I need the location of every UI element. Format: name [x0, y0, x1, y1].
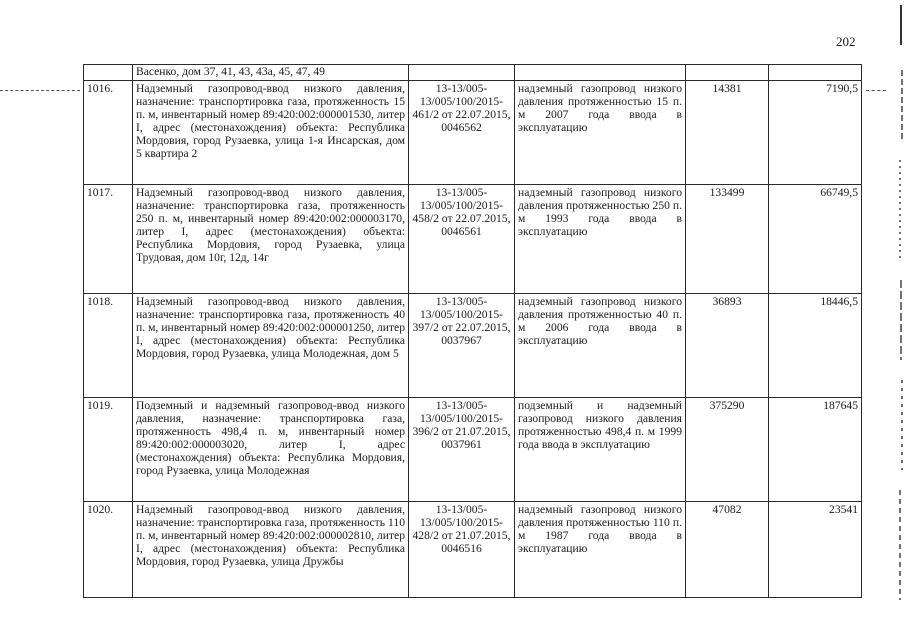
table-row [84, 502, 862, 598]
scan-edge-marks [890, 0, 905, 640]
object-description: Надземный газопровод-ввод низкого давления, назначение: транспортировка газа, протяженность 40 п. м, инвентарный номер 89:420:002:000001250, литер I, адрес (местонахождения) объекта: Республика Мордовия, город Рузаевка, улица Молодежная, дом 5 [133, 294, 409, 398]
value-cell-2 [769, 65, 862, 81]
row-number: 1016. [84, 81, 133, 185]
table-row [84, 398, 862, 502]
registration-cell [409, 65, 515, 81]
value-cell [686, 65, 769, 81]
object-description: Подземный и надземный газопровод-ввод низкого давления, назначение: транспортировка газа, протяженность 498,4 п. м, инвентарный номер 89:420:002:000003020, литер I, адрес (местонахождения) объекта: Республика Мордовия, город Рузаевка, улица Молодежная [133, 398, 409, 502]
row-number: 1017. [84, 185, 133, 294]
value-1: 36893 [686, 294, 769, 398]
value-2: 187645 [769, 398, 862, 502]
object-characteristics: надземный газопровод низкого давления протяженностью 40 п. м 2006 года ввода в эксплуатацию [515, 294, 686, 398]
registration-record: 13-13/005-13/005/100/2015-461/2 от 22.07.2015, 0046562 [409, 81, 515, 185]
object-characteristics: надземный газопровод низкого давления протяженностью 250 п. м 1993 года ввода в эксплуатацию [515, 185, 686, 294]
registration-record: 13-13/005-13/005/100/2015-458/2 от 22.07.2015, 0046561 [409, 185, 515, 294]
row-number: 1020. [84, 502, 133, 598]
registration-record: 13-13/005-13/005/100/2015-428/2 от 21.07.2015, 0046516 [409, 502, 515, 598]
value-1: 14381 [686, 81, 769, 185]
object-description: Надземный газопровод-ввод низкого давления, назначение: транспортировка газа, протяженность 15 п. м, инвентарный номер 89:420:002:000001530, литер I, адрес (местонахождения) объекта: Республика Мордовия, город Рузаевка, улица 1-я Инсарская, дом 5 квартира 2 [133, 81, 409, 185]
table-row [84, 81, 862, 185]
value-2: 18446,5 [769, 294, 862, 398]
row-number: 1018. [84, 294, 133, 398]
scan-artifact-line-right [866, 90, 886, 91]
value-1: 375290 [686, 398, 769, 502]
continuation-row [84, 65, 862, 81]
object-characteristics: подземный и надземный газопровод низкого давления протяженностью 498,4 п. м 1999 года ввода в эксплуатацию [515, 398, 686, 502]
scan-artifact-line-left [0, 90, 80, 91]
object-description-cell: Васенко, дом 37, 41, 43, 43а, 45, 47, 49 [133, 65, 409, 81]
characteristics-cell [515, 65, 686, 81]
table-row [84, 294, 862, 398]
object-description: Надземный газопровод-ввод низкого давления, назначение: транспортировка газа, протяженность 110 п. м, инвентарный номер 89:420:002:000002810, литер I, адрес (местонахождения) объекта: Республика Мордовия, город Рузаевка, улица Дружбы [133, 502, 409, 598]
value-1: 133499 [686, 185, 769, 294]
table-row [84, 185, 862, 294]
row-number-cell [84, 65, 133, 81]
registration-record: 13-13/005-13/005/100/2015-397/2 от 22.07.2015, 0037967 [409, 294, 515, 398]
object-characteristics: надземный газопровод низкого давления протяженностью 110 п. м 1987 года ввода в эксплуатацию [515, 502, 686, 598]
value-2: 7190,5 [769, 81, 862, 185]
row-number: 1019. [84, 398, 133, 502]
object-description: Надземный газопровод-ввод низкого давления, назначение: транспортировка газа, протяженность 250 п. м, инвентарный номер 89:420:002:000003170, литер I, адрес (местонахождения) объекта: Республика Мордовия, город Рузаевка, улица Трудовая, дом 10г, 12д, 14г [133, 185, 409, 294]
page-number: 202 [836, 34, 856, 49]
value-1: 47082 [686, 502, 769, 598]
registration-record: 13-13/005-13/005/100/2015-396/2 от 21.07.2015, 0037961 [409, 398, 515, 502]
value-2: 23541 [769, 502, 862, 598]
value-2: 66749,5 [769, 185, 862, 294]
property-registry-table [83, 64, 862, 598]
object-characteristics: надземный газопровод низкого давления протяженностью 15 п. м 2007 года ввода в эксплуатацию [515, 81, 686, 185]
